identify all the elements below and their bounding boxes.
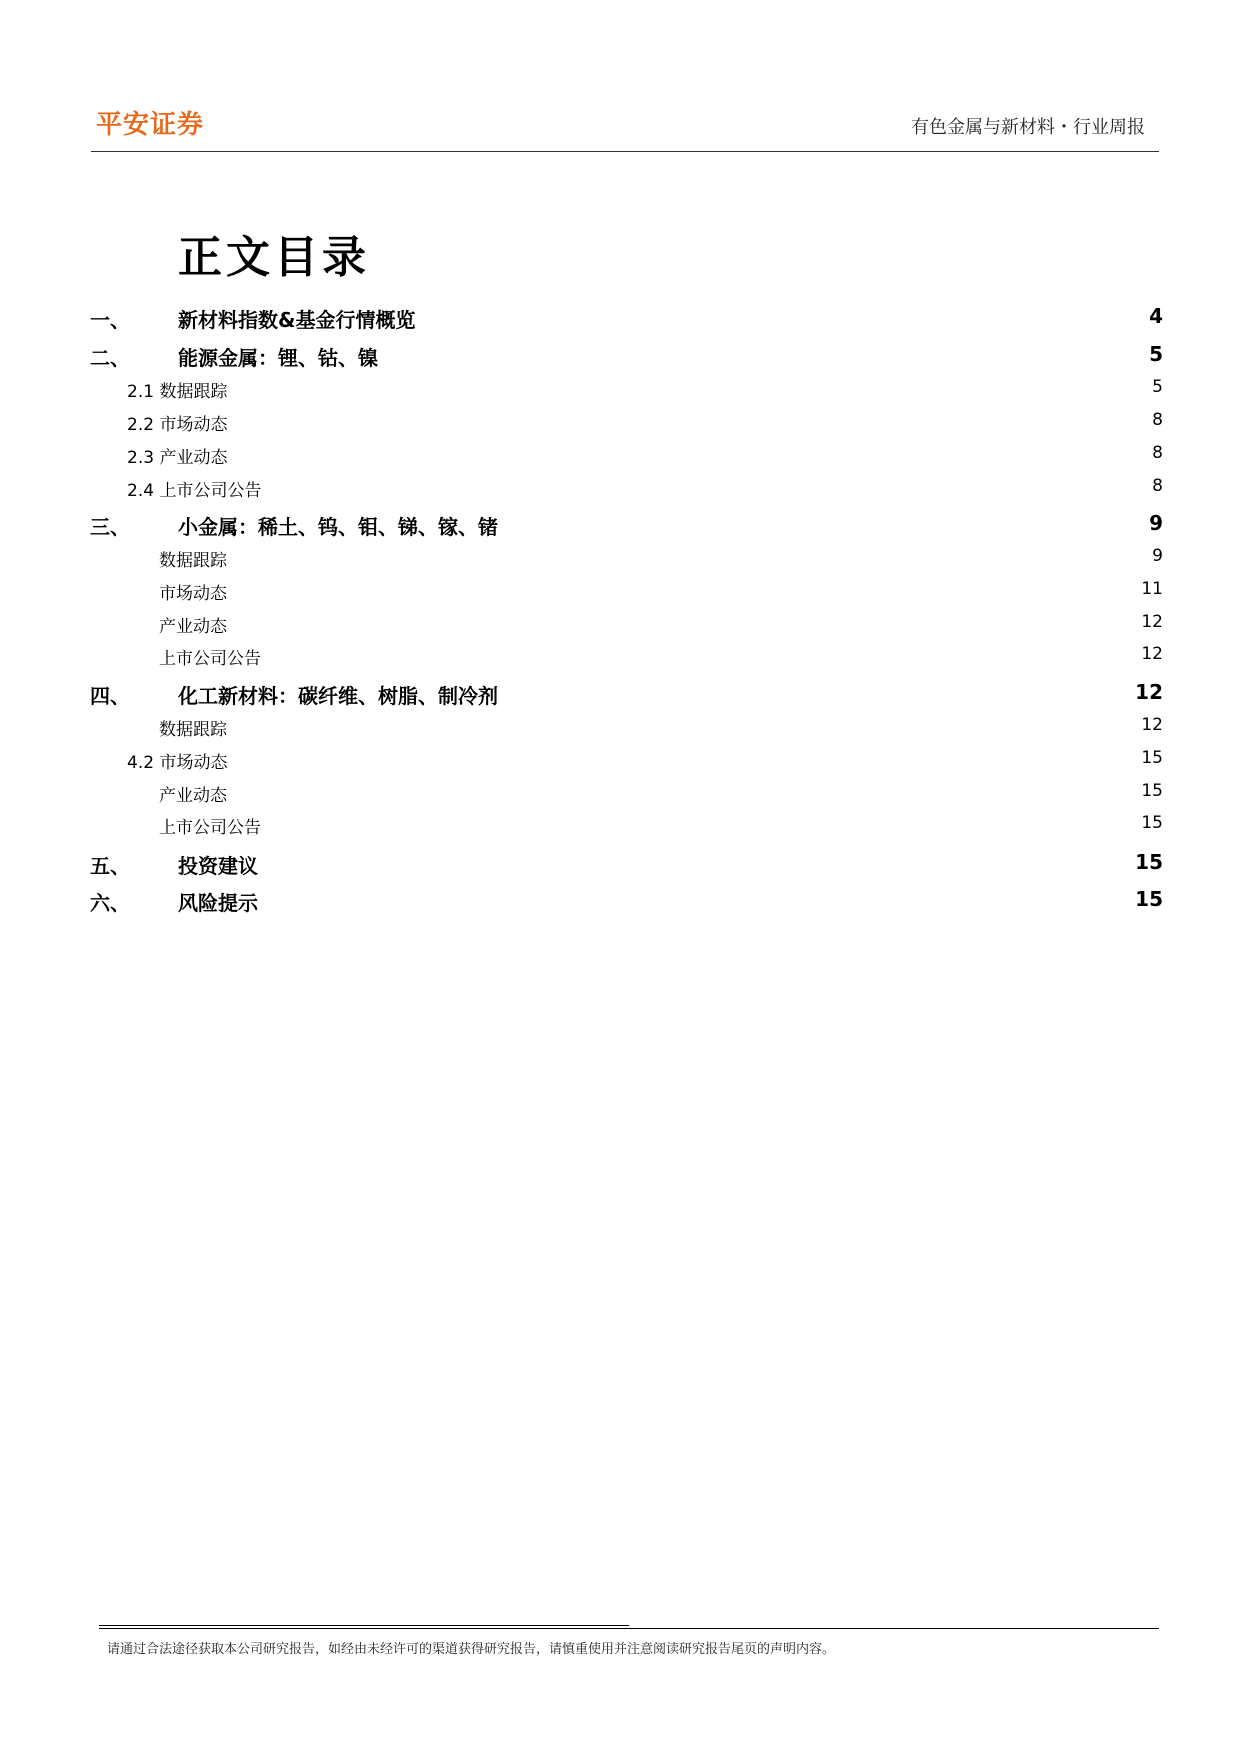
toc-entry-page: 9 (1152, 546, 1163, 566)
toc-entry-label: 产业动态 (159, 617, 227, 637)
toc-entry-label: 新材料指数&基金行情概览 (178, 308, 416, 332)
toc-entry-label: 市场动态 (159, 584, 227, 604)
toc-entry-label: 上市公司公告 (159, 818, 261, 838)
toc-entry-label: 上市公司公告 (159, 649, 261, 669)
toc-entry-section-2[interactable] (0, 342, 1241, 372)
toc-entry-2-2[interactable] (0, 410, 1241, 440)
toc-entry-4-3[interactable] (0, 781, 1241, 811)
toc-entry-section-1[interactable] (0, 304, 1241, 334)
toc-entry-number: 四、 (90, 684, 130, 708)
toc-entry-2-4[interactable] (0, 476, 1241, 506)
toc-entry-section-4[interactable] (0, 680, 1241, 710)
toc-entry-3-3[interactable] (0, 612, 1241, 642)
footer-disclaimer: 请通过合法途径获取本公司研究报告，如经由未经许可的渠道获得研究报告，请慎重使用并注意阅读研究报告尾页的声明内容。 (107, 1642, 836, 1657)
toc-entry-page: 12 (1141, 715, 1163, 735)
toc-entry-page: 5 (1152, 377, 1163, 397)
toc-entry-page: 12 (1135, 680, 1163, 704)
toc-entry-label: 能源金属：锂、钴、镍 (178, 346, 378, 370)
toc-entry-page: 15 (1135, 887, 1163, 911)
toc-entry-2-3[interactable] (0, 443, 1241, 473)
toc-entry-label: 风险提示 (178, 891, 258, 915)
toc-entry-3-2[interactable] (0, 579, 1241, 609)
toc-entry-page: 15 (1135, 850, 1163, 874)
toc-entry-page: 15 (1141, 748, 1163, 768)
toc-entry-2-1[interactable] (0, 377, 1241, 407)
toc-entry-page: 12 (1141, 644, 1163, 664)
footer-divider (99, 1628, 1159, 1629)
logo: 平安证券 (96, 110, 205, 140)
toc-entry-3-4[interactable] (0, 644, 1241, 674)
toc-entry-4-1[interactable] (0, 715, 1241, 745)
toc-entry-page: 8 (1152, 476, 1163, 496)
toc-entry-page: 15 (1141, 781, 1163, 801)
toc-entry-label: 数据跟踪 (159, 720, 227, 740)
toc-title: 正文目录 (178, 232, 370, 283)
toc-entry-page: 8 (1152, 443, 1163, 463)
toc-entry-4-2[interactable] (0, 748, 1241, 778)
toc-entry-number: 三、 (90, 515, 130, 539)
toc-entry-number: 二、 (90, 346, 130, 370)
toc-entry-section-5[interactable] (0, 850, 1241, 880)
toc-entry-page: 15 (1141, 813, 1163, 833)
toc-entry-number: 五、 (90, 854, 130, 878)
toc-entry-3-1[interactable] (0, 546, 1241, 576)
toc-entry-label: 2.2 市场动态 (127, 415, 228, 435)
toc-entry-number: 一、 (90, 308, 130, 332)
toc-entry-label: 2.4 上市公司公告 (127, 481, 262, 501)
toc-entry-label: 4.2 市场动态 (127, 753, 228, 773)
report-type: 有色金属与新材料・行业周报 (911, 117, 1145, 138)
toc-entry-page: 9 (1149, 511, 1163, 535)
toc-entry-label: 2.1 数据跟踪 (127, 382, 228, 402)
toc-entry-section-6[interactable] (0, 887, 1241, 917)
toc-entry-page: 11 (1141, 579, 1163, 599)
toc-entry-4-4[interactable] (0, 813, 1241, 843)
toc-entry-page: 12 (1141, 612, 1163, 632)
toc-entry-label: 投资建议 (178, 854, 258, 878)
toc-entry-page: 5 (1149, 342, 1163, 366)
toc-entry-page: 8 (1152, 410, 1163, 430)
toc-entry-page: 4 (1149, 304, 1163, 328)
footer-divider-short (99, 1625, 629, 1626)
toc-entry-label: 化工新材料：碳纤维、树脂、制冷剂 (178, 684, 498, 708)
toc-entry-label: 数据跟踪 (159, 551, 227, 571)
toc-entry-label: 产业动态 (159, 786, 227, 806)
toc-entry-label: 小金属：稀土、钨、钼、锑、镓、锗 (178, 515, 498, 539)
toc-entry-label: 2.3 产业动态 (127, 448, 228, 468)
toc-entry-section-3[interactable] (0, 511, 1241, 541)
toc-entry-number: 六、 (90, 891, 130, 915)
